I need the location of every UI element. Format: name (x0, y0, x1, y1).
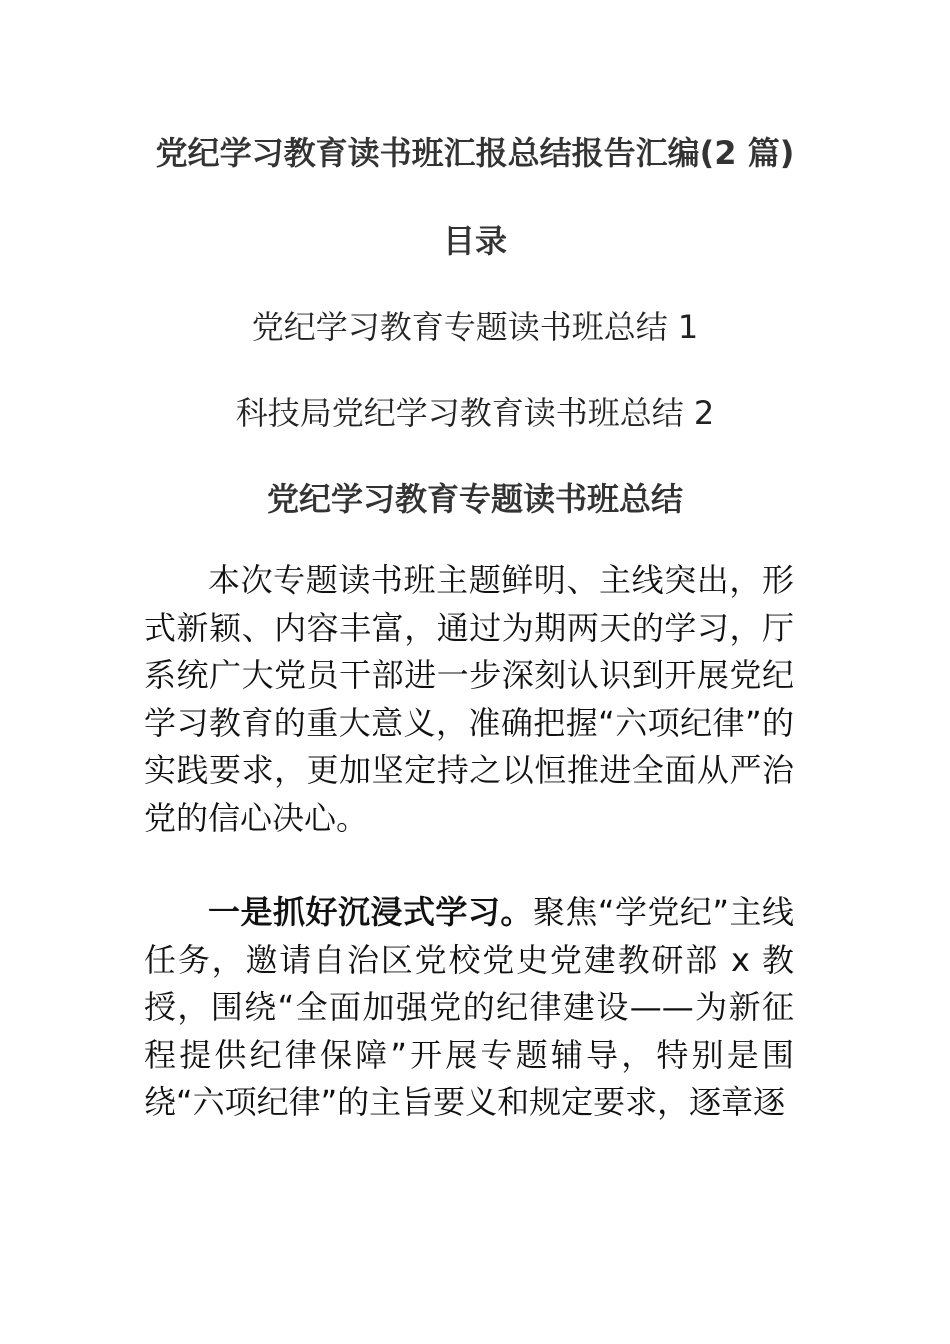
paragraph-text: 聚焦“学党纪”主线任务，邀请自治区党校党史党建教研部 x 教授，围绕“全面加强党的纪律建设——为新征程提供纪律保障”开展专题辅导，特别是围绕“六项纪律”的主旨要义和规定要求，逐章逐 (144, 893, 794, 1121)
toc-item: 科技局党纪学习教育读书班总结 2 (235, 394, 715, 432)
body-paragraph (144, 557, 794, 842)
body-paragraph (144, 889, 794, 1127)
toc-heading: 目录 (442, 222, 507, 260)
section-title: 党纪学习教育专题读书班总结 (266, 480, 683, 518)
document-title: 党纪学习教育读书班汇报总结报告汇编(2 篇) (155, 134, 795, 172)
paragraph-lead: 一是抓好沉浸式学习。 (208, 893, 533, 931)
paragraph-text: 本次专题读书班主题鲜明、主线突出，形式新颖、内容丰富，通过为期两天的学习，厅系统广大党员干部进一步深刻认识到开展党纪学习教育的重大意义，准确把握“六项纪律”的实践要求，更加坚定持之以恒推进全面从严治党的信心决心。 (144, 561, 794, 837)
toc-item: 党纪学习教育专题读书班总结 1 (251, 308, 699, 346)
